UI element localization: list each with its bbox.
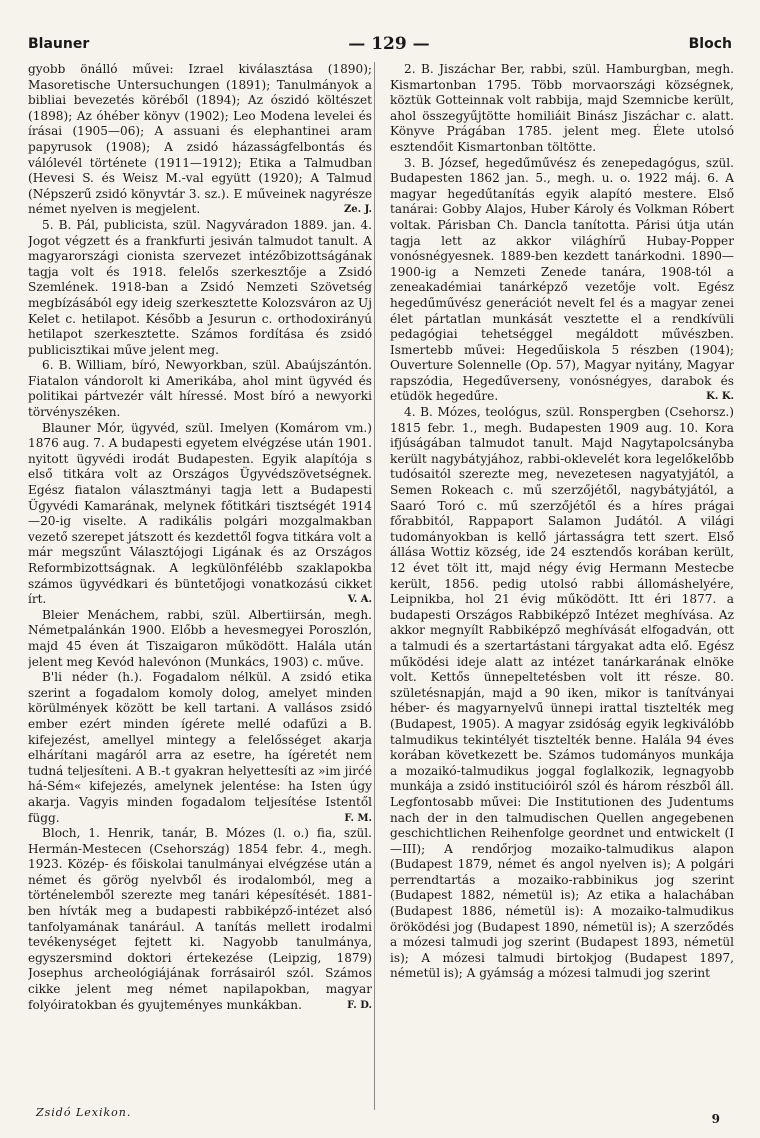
entry-paragraph <box>28 218 372 358</box>
entry-paragraph <box>28 421 372 608</box>
header-left-word: Blauner <box>28 36 90 52</box>
column-divider <box>374 62 375 1110</box>
author-signature: V. A. <box>347 594 372 606</box>
author-signature: K. K. <box>706 391 734 403</box>
entry-text: gyobb önálló művei: Izrael kiválasztása (1890); Masoretische Untersuchungen (1891); Tanulmányok a bibliai bevezetés köréből (1894); Az ószidó költészet (1898); Az óhéber könyv (1902); Leo Modena levelei és írásai (1905—06); A assuani és elephantinei aram papyrusok (1908); A zsidó házasságfelbontás és válólevél története (1911—1912); Etika a Talmudban (Hevesi S. és Weisz M.-val együtt (1920); A Talmud (Népszerű zsidó könyvtár 3. sz.). E műveinek nagyrésze német nyelven is megjelent. <box>28 62 372 217</box>
author-signature: F. D. <box>347 999 372 1011</box>
entry-text: Bleier Menáchem, rabbi, szül. Albertiirsán, megh. Németpalánkán 1900. Előbb a hevesmegyei Poroszlón, majd 45 éven át Tiszaigaron működött. Halála után jelent meg Kevód halevónon (Munkács, 1903) c. műve. <box>28 607 372 669</box>
entry-text: 3. B. József, hegedűművész és zenepedagógus, szül. Budapesten 1862 jan. 5., megh. u. o. 1922 máj. 6. A magyar hegedűtanítás egyik alapító mestere. Első tanárai: Gobby Alajos, Huber Károly és Volkman Róbert voltak. Párisban Ch. Dancla tanította. Párisi útja után tagja lett az akkor világhírű Hubay-Popper vonósnégyesnek. 1889-ben kezdett tanárkodni. 1890—1900-ig a Nemzeti Zenede tanára, 1908-tól a zeneakadémiai tanárképző vezetője volt. Egész hegedűművész generációt nevelt fel és a magyar zenei élet pártatlan munkását vesztette el a rendkívüli pedagógiai tehetséggel megáldott művészben. Ismertebb művei: Hegedűiskola 5 részben (1904); Ouverture Solennelle (Op. 57), Magyar nyitány, Magyar rapszódia, Hegedűverseny, vonósnégyes, darabok és etüdök hegedűre. <box>390 155 734 404</box>
footer-signature-number: 9 <box>711 1112 720 1126</box>
entry-text: 2. B. Jiszáchar Ber, rabbi, szül. Hamburgban, megh. Kismartonban 1795. Több morvaországi községnek, köztük Gotteinnak volt rabbija, majd Szemnicbe került, ahol összegyűjtötte homiliáit Binász Jiszáchar c. alatt. Könyve Prágában 1785. jelent meg. Élete utolsó esztendőit Kismartonban töltötte. <box>390 62 734 154</box>
entry-paragraph <box>28 608 372 670</box>
right-column <box>390 62 734 1110</box>
entry-paragraph <box>28 826 372 1013</box>
entry-paragraph <box>28 62 372 218</box>
footer-publication-name: Zsidó Lexikon. <box>36 1106 132 1119</box>
entry-paragraph <box>390 62 734 156</box>
author-signature: F. M. <box>344 812 372 824</box>
left-column <box>28 62 372 1110</box>
entry-text: 5. B. Pál, publicista, szül. Nagyváradon 1889. jan. 4. Jogot végzett és a frankfurti jesiván talmudot tanult. A magyarországi cionista szervezet intézőbizottságának tagja volt és 1918. felelős szerkesztője a Zsidó Szemlének. 1918-ban a Zsidó Nemzeti Szövetség megbízásából egy ideig szerkesztette Kolozsváron az Uj Kelet c. hetilapot. Később a Jesurun c. orthodoxirányú hetilapot szerkesztette. Számos fordítása és zsidó publicisztikai műve jelent meg. <box>28 217 372 357</box>
entry-text: Blauner Mór, ügyvéd, szül. Imelyen (Komárom vm.) 1876 aug. 7. A budapesti egyetem elvégzése után 1901. nyitott ügyvédi irodát Budapesten. Egyik alapítója s első titkára volt az Országos Ügyvédszövetségnek. Egész fiatalon választmányi tagja lett a Budapesti Ügyvédi Kamarának, melynek főtitkári tisztségét 1914—20-ig viselte. A radikális polgári mozgalmakban vezető szerepet játszott és kezdettől fogva titkára volt a már megszűnt Választójogi Ligának és az Országos Reformbizottságnak. A legkülönfélébb szaklapokba számos ügyvédkari és büntetőjogi vonatkozású cikket írt. <box>28 420 372 607</box>
entry-paragraph <box>28 358 372 420</box>
entry-text: 4. B. Mózes, teológus, szül. Ronspergben (Csehorsz.) 1815 febr. 1., megh. Budapesten 1909 aug. 10. Kora ifjúságában talmudot tanult. Majd Nagytapolcsányba került nagybátyjához, rabbi-oklevelét kora legelőkelőbb tudósaitól szerezte meg, nevezetesen nagyatyjától, a Semen Rokeach c. mű szerzőjétől, nagybátyjától, a Saaró Toró c. mű szerzőjétől és a híres prágai főrabbitól, Rappaport Salamon Judától. A világi tudományokban is kellő jártasságra tett szert. Első állása Wottiz község, ide 24 esztendős korában került, 12 évet tölt itt, majd négy évig Hermann Mestecbe került, 1856. pedig utolsó rabbi állomáshelyére, Leipnikba, hol 21 évig működött. Itt éri 1877. a budapesti Országos Rabbiképző Intézet meghívása. Az akkor megnyílt Rabbiképző meghívását elfogadván, ott a talmudi és a szertartástani tárgyakat adta elő. Egész működési ideje alatt az intézet tanárkarának elnöke volt. Kettős ünnepeltetésben volt itt része. 80. születésnapján, majd a 90 iken, mikor is tanítványai héber- és magyarnyelvű ünnepi irattal tisztelték meg (Budapest, 1905). A magyar zsidóság egyik legkiválóbb talmudikus tekintélyét tisztelték benne. Halála 94 éves korában következett be. Számos tudományos munkája a mozaikó-talmudikus joggal foglalkozik, legnagyobb munkája a zsidó institucióiról szól és három részből áll. Legfontosabb művei: Die Institutionen des Judentums nach der in den talmudischen Quellen angegebenen geschichtlichen Reihenfolge geordnet und entwickelt (I—III); A rendőrjog mozaiko-talmudikus alapon (Budapest 1879, német és angol nyelven is); A polgári perrendtartás a mozaiko-rabbinikus jog szerint (Budapest 1882, németül is); Az etika a halachában (Budapest 1886, németül is): A mozaiko-talmudikus öröködési jog (Budapest 1890, németül is); A szerződés a mózesi talmudi jog szerint (Budapest 1893, németül is); A mózesi talmudi birtokjog (Budapest 1897, németül is); A gyámság a mózesi talmudi jog szerint <box>390 405 734 981</box>
entry-text: Bloch, 1. Henrik, tanár, B. Mózes (l. o.) fia, szül. Hermán-Mestecen (Csehország) 1854 febr. 4., megh. 1923. Közép- és főiskolai tanulmányai elvégzése után a német és görög nyelvből és irodalomból, meg a történelemből szerezte meg tanári képesítését. 1881-ben hívták meg a budapesti rabbiképző-intézet alsó tanfolyamának tanárául. A tanítás mellett irodalmi tevékenységet fejtett ki. Nagyobb tanulmánya, egyszersmind doktori értekezése (Leipzig, 1879) Josephus archeológiájának forrásairól szól. Számos cikke jelent meg német napilapokban, magyar folyóiratokban és gyujteményes munkákban. <box>28 826 372 1012</box>
page-number: — 129 — <box>348 34 430 54</box>
author-signature: Ze. J. <box>343 204 372 216</box>
entry-text: 6. B. William, bíró, Newyorkban, szül. Abaújszántón. Fiatalon vándorolt ki Amerikába, ahol mint ügyvéd és politikai pártvezér vált híressé. Most bíró a newyorki törvényszéken. <box>28 358 372 420</box>
entry-paragraph <box>28 670 372 826</box>
entry-paragraph <box>390 156 734 406</box>
entry-paragraph <box>390 405 734 982</box>
page-header <box>28 33 732 55</box>
header-right-word: Bloch <box>688 36 732 52</box>
entry-text: B'li néder (h.). Fogadalom nélkül. A zsidó etika szerint a fogadalom komoly dolog, amelyet minden körülmények között be kell tartani. A vallásos zsidó ember ezért minden ígérete mellé odafűzi a B. kifejezést, amellyel mintegy a felelősséget akarja elhárítani magáról arra az esetre, ha ígéretét nem tudná teljesíteni. A B.-t gyakran helyettesíti az »im jirćé há-Sém« kifejezés, amelynek jelentése: ha Isten úgy akarja. Vagyis minden fogadalom teljesítése Istentől függ. <box>28 670 372 825</box>
